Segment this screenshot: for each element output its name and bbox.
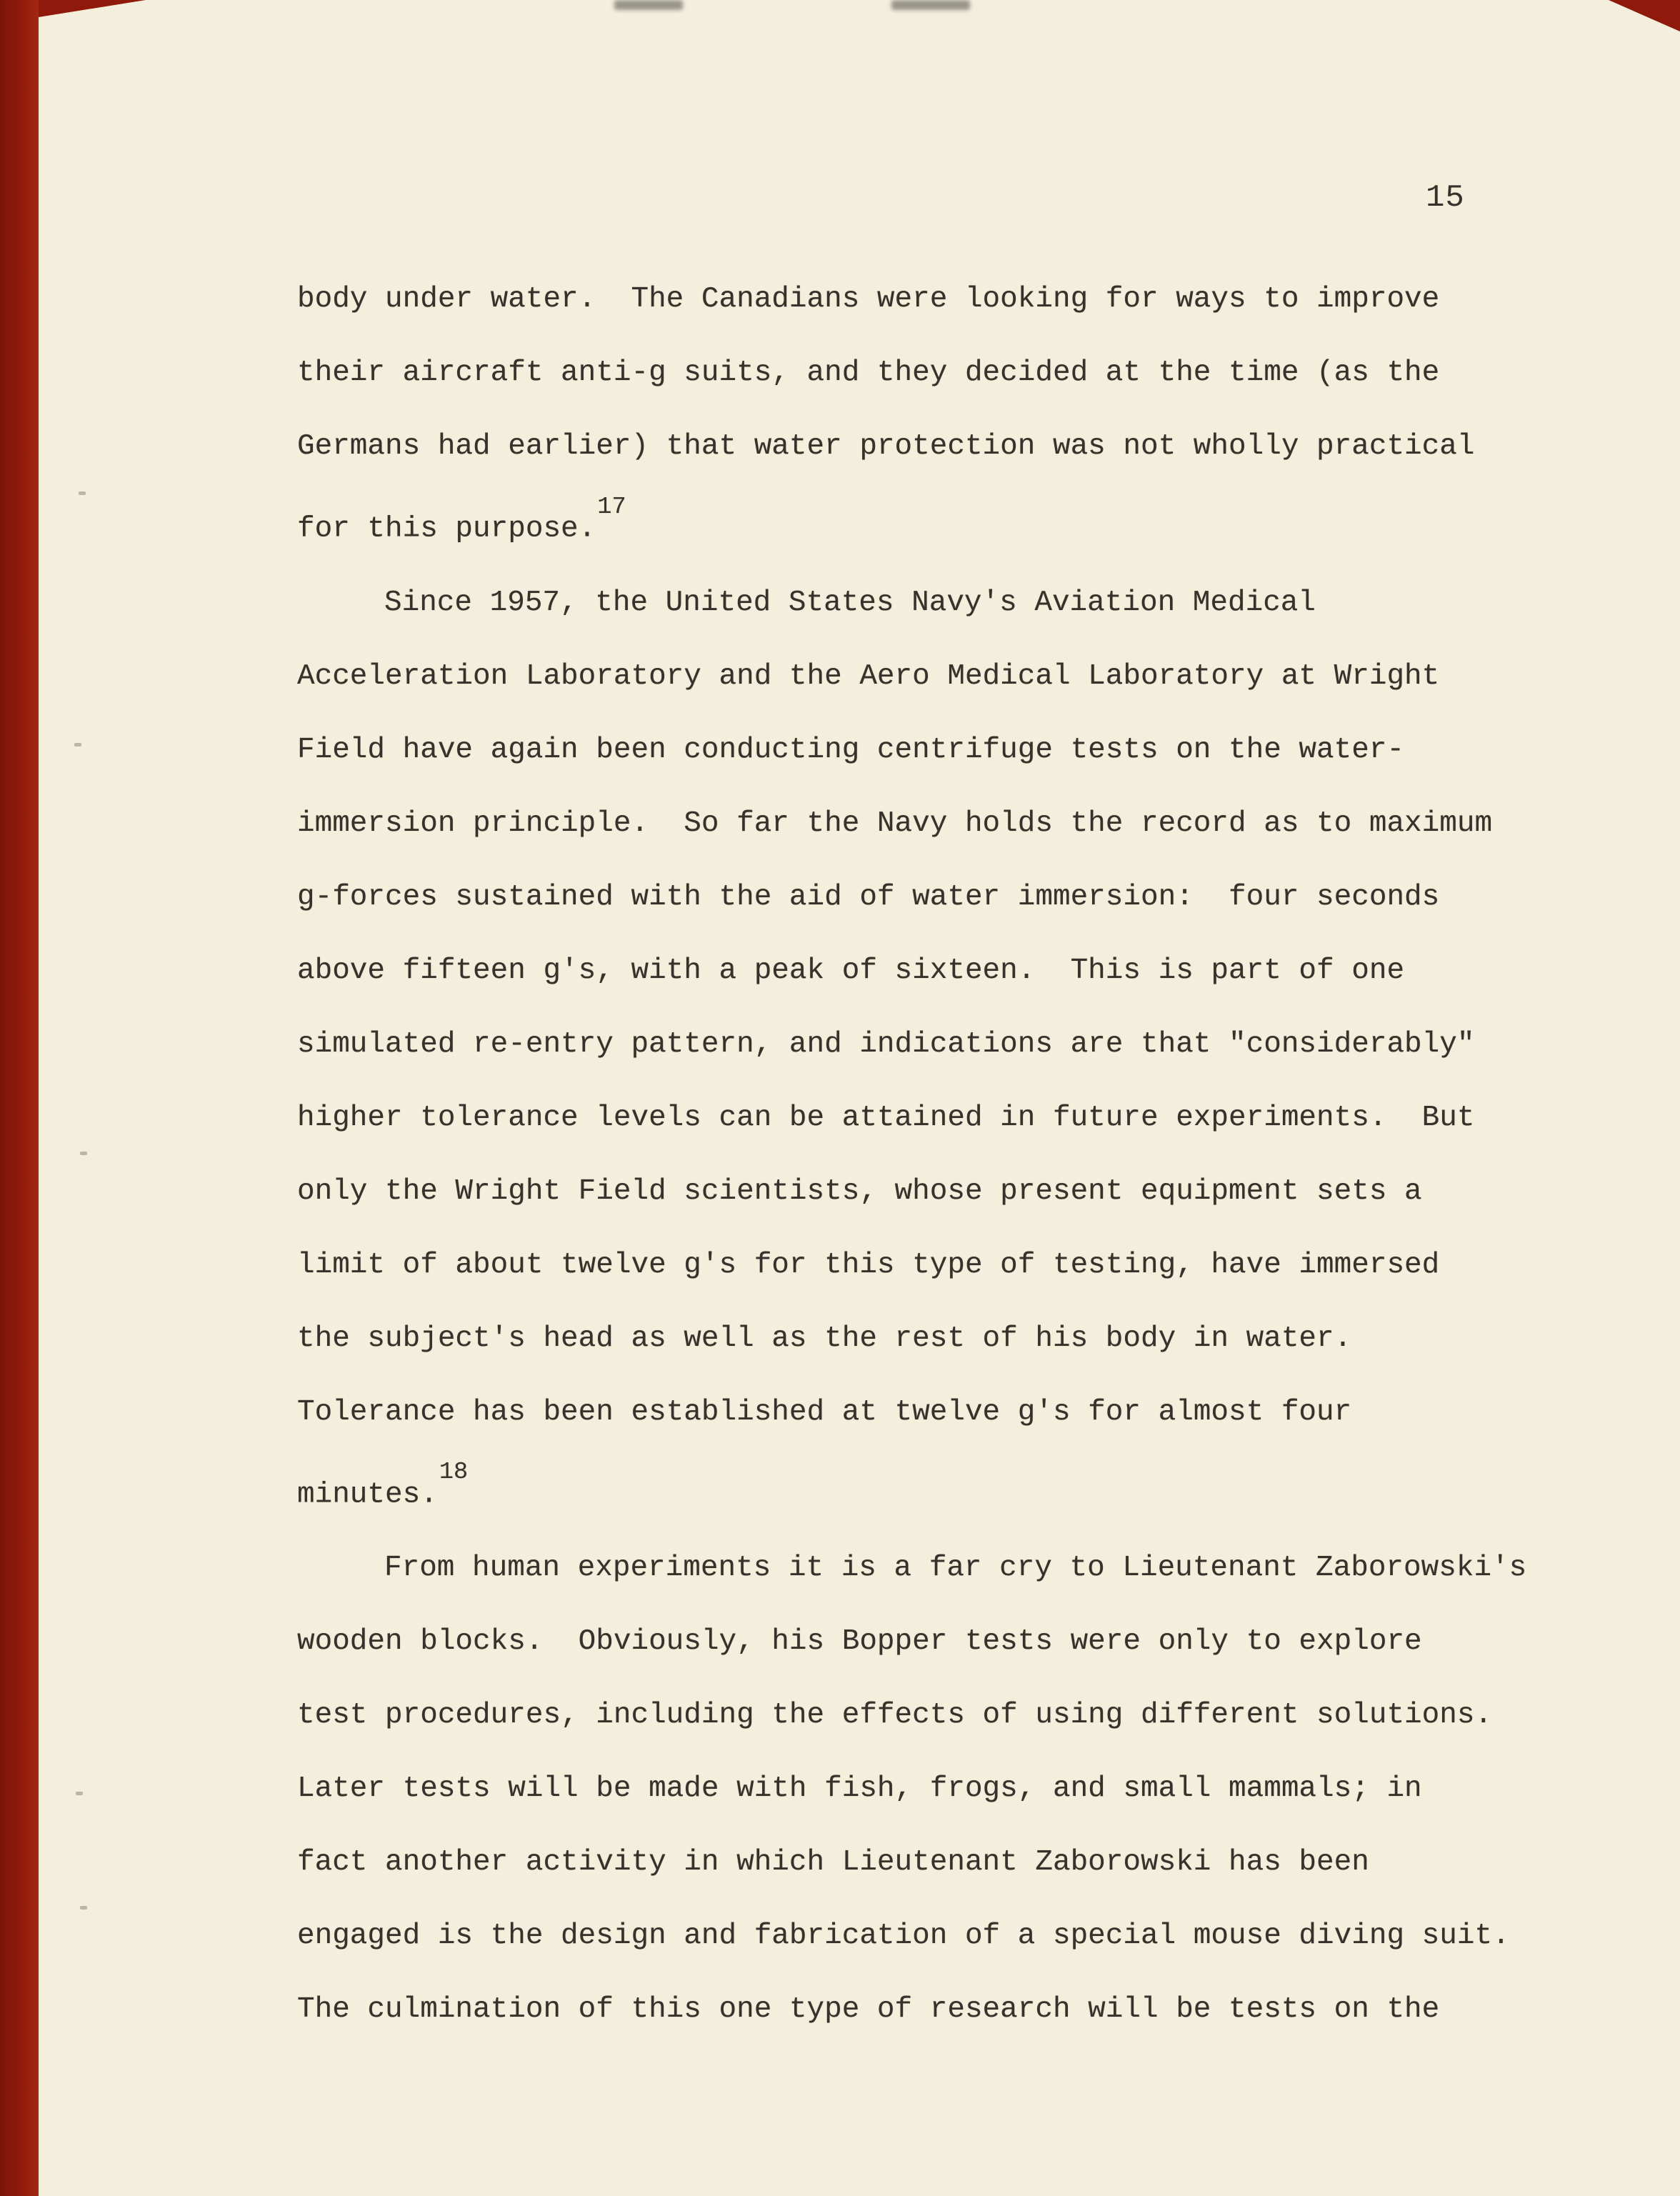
text-line [297,1155,1576,1229]
text-line-content: limit of about twelve g's for this type of testing, have immersed [297,1248,1440,1282]
scan-artifact-top-right [1609,0,1680,31]
margin-speck [76,1792,83,1795]
text-line-content: higher tolerance levels can be attained in future experiments. But [297,1101,1475,1134]
margin-speck [74,743,81,747]
text-line-content: g-forces sustained with the aid of water immersion: four seconds [297,880,1440,914]
text-line [297,1229,1576,1302]
text-line [297,1008,1576,1082]
text-line-content: fact another activity in which Lieutenant Zaborowski has been [297,1846,1369,1880]
margin-speck [79,491,86,495]
text-line [297,1302,1576,1376]
text-line-content: From human experiments it is a far cry to Lieutenant Zaborowski's [384,1552,1527,1585]
margin-speck [80,1906,87,1910]
scan-artifact-smudge [891,0,970,10]
text-line [297,1679,1576,1752]
text-line-content: Germans had earlier) that water protection was not wholly practical [297,430,1475,463]
text-line-content: engaged is the design and fabrication of a special mouse diving suit. [297,1920,1510,1953]
text-line-content: the subject's head as well as the rest of his body in water. [297,1322,1352,1355]
text-line-content: for this purpose. [297,512,596,546]
text-line-content: immersion principle. So far the Navy holds the record as to maximum [297,807,1493,840]
text-line-content: their aircraft anti-g suits, and they decided at the time (as the [297,356,1440,389]
text-line [297,1082,1576,1155]
text-line-content: Since 1957, the United States Navy's Aviation Medical [384,586,1316,619]
body-text [297,263,1576,2047]
text-line [297,1973,1576,2047]
text-line [297,1752,1576,1826]
text-line [297,263,1576,336]
binding-edge [0,0,39,2196]
text-line-content: only the Wright Field scientists, whose present equipment sets a [297,1174,1422,1208]
text-line [297,1376,1576,1449]
text-line-content: test procedures, including the effects of using different solutions. [297,1699,1493,1732]
text-line-content: body under water. The Canadians were looking for ways to improve [297,283,1440,316]
text-line [297,1449,1576,1532]
footnote-marker: 18 [439,1459,469,1487]
text-line [297,861,1576,934]
text-line-content: above fifteen g's, with a peak of sixteen. This is part of one [297,954,1405,987]
text-line [297,567,1576,640]
text-line [297,934,1576,1008]
text-line [297,640,1576,714]
text-line-content: Field have again been conducting centrifuge tests on the water- [297,733,1405,767]
text-line [297,787,1576,861]
text-line-content: minutes. [297,1478,438,1512]
text-line-content: Later tests will be made with fish, frogs, and small mammals; in [297,1772,1422,1806]
text-line [297,1605,1576,1679]
footnote-marker: 17 [597,493,626,521]
text-line [297,1900,1576,1973]
text-line [297,1532,1576,1605]
text-line-content: The culmination of this one type of research will be tests on the [297,1993,1440,2027]
text-line [297,484,1576,567]
text-line-content: Tolerance has been established at twelve g's for almost four [297,1395,1352,1429]
scan-artifact-top-left [39,0,146,17]
text-line [297,1826,1576,1900]
text-line [297,336,1576,410]
text-line [297,410,1576,484]
scan-artifact-smudge [614,0,683,10]
text-line-content: Acceleration Laboratory and the Aero Medical Laboratory at Wright [297,659,1440,693]
page-number: 15 [1426,180,1465,216]
text-line-content: simulated re-entry pattern, and indications are that "considerably" [297,1027,1475,1061]
text-line-content: wooden blocks. Obviously, his Bopper tests were only to explore [297,1625,1422,1659]
margin-speck [80,1152,87,1155]
text-line [297,714,1576,787]
